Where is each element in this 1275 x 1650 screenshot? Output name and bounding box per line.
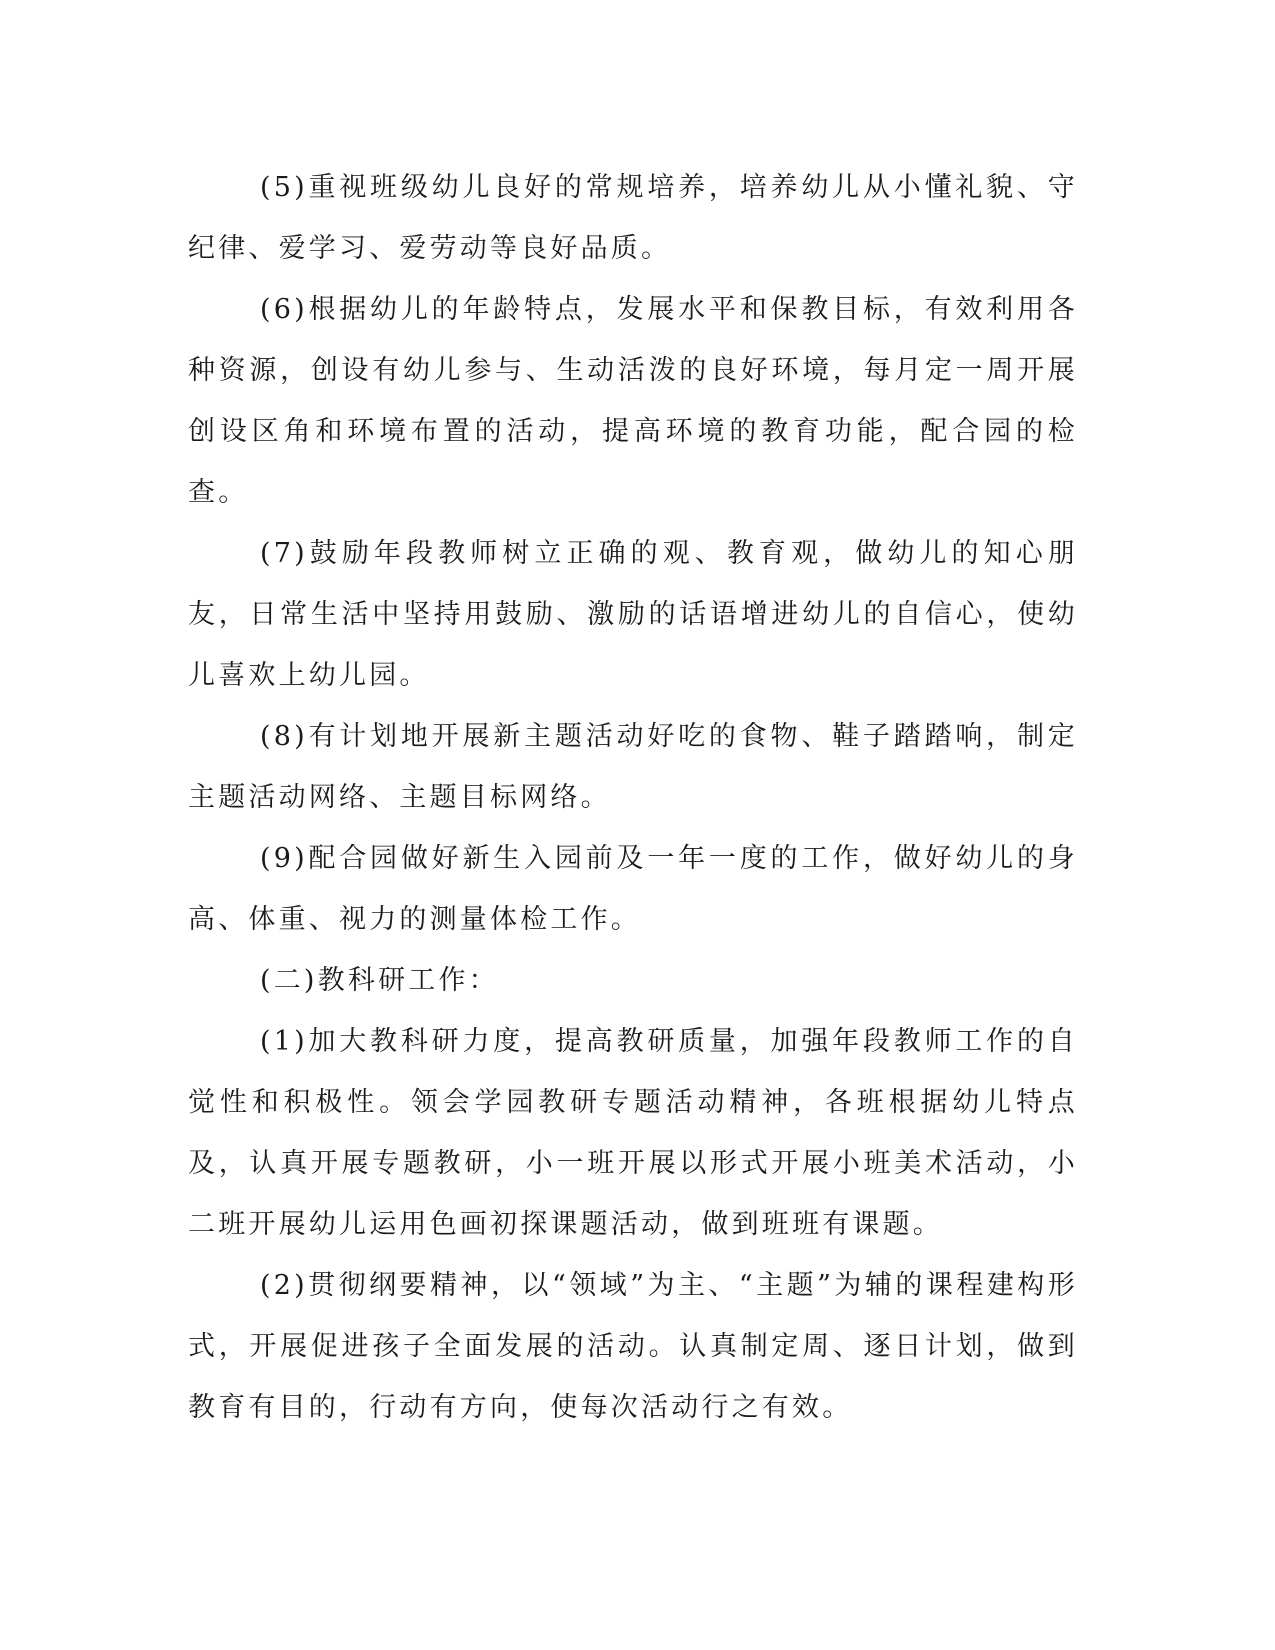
paragraph-item-6: (6)根据幼儿的年龄特点，发展水平和保教目标，有效利用各种资源，创设有幼儿参与、生动活泼的良好环境，每月定一周开展创设区角和环境布置的活动，提高环境的教育功能，配合园的检查。: [188, 294, 1078, 508]
document-body: [188, 157, 1078, 1438]
paragraph-research-1: (1)加大教科研力度，提高教研质量，加强年段教师工作的自觉性和积极性。领会学园教研专题活动精神，各班根据幼儿特点及，认真开展专题教研，小一班开展以形式开展小班美术活动，小二班开展幼儿运用色画初探课题活动，做到班班有课题。: [188, 1026, 1078, 1240]
paragraph-research-2: (2)贯彻纲要精神，以“领域”为主、“主题”为辅的课程建构形式，开展促进孩子全面发展的活动。认真制定周、逐日计划，做到教育有目的，行动有方向，使每次活动行之有效。: [188, 1270, 1078, 1423]
paragraph-item-9: (9)配合园做好新生入园前及一年一度的工作，做好幼儿的身高、体重、视力的测量体检工作。: [188, 843, 1078, 935]
paragraph-item-7: (7)鼓励年段教师树立正确的观、教育观，做幼儿的知心朋友，日常生活中坚持用鼓励、激励的话语增进幼儿的自信心，使幼儿喜欢上幼儿园。: [188, 538, 1078, 691]
paragraph-item-5: (5)重视班级幼儿良好的常规培养，培养幼儿从小懂礼貌、守纪律、爱学习、爱劳动等良好品质。: [188, 172, 1078, 264]
section-heading-research: (二)教科研工作：: [260, 965, 499, 996]
paragraph-item-8: (8)有计划地开展新主题活动好吃的食物、鞋子踏踏响，制定主题活动网络、主题目标网络。: [188, 721, 1078, 813]
